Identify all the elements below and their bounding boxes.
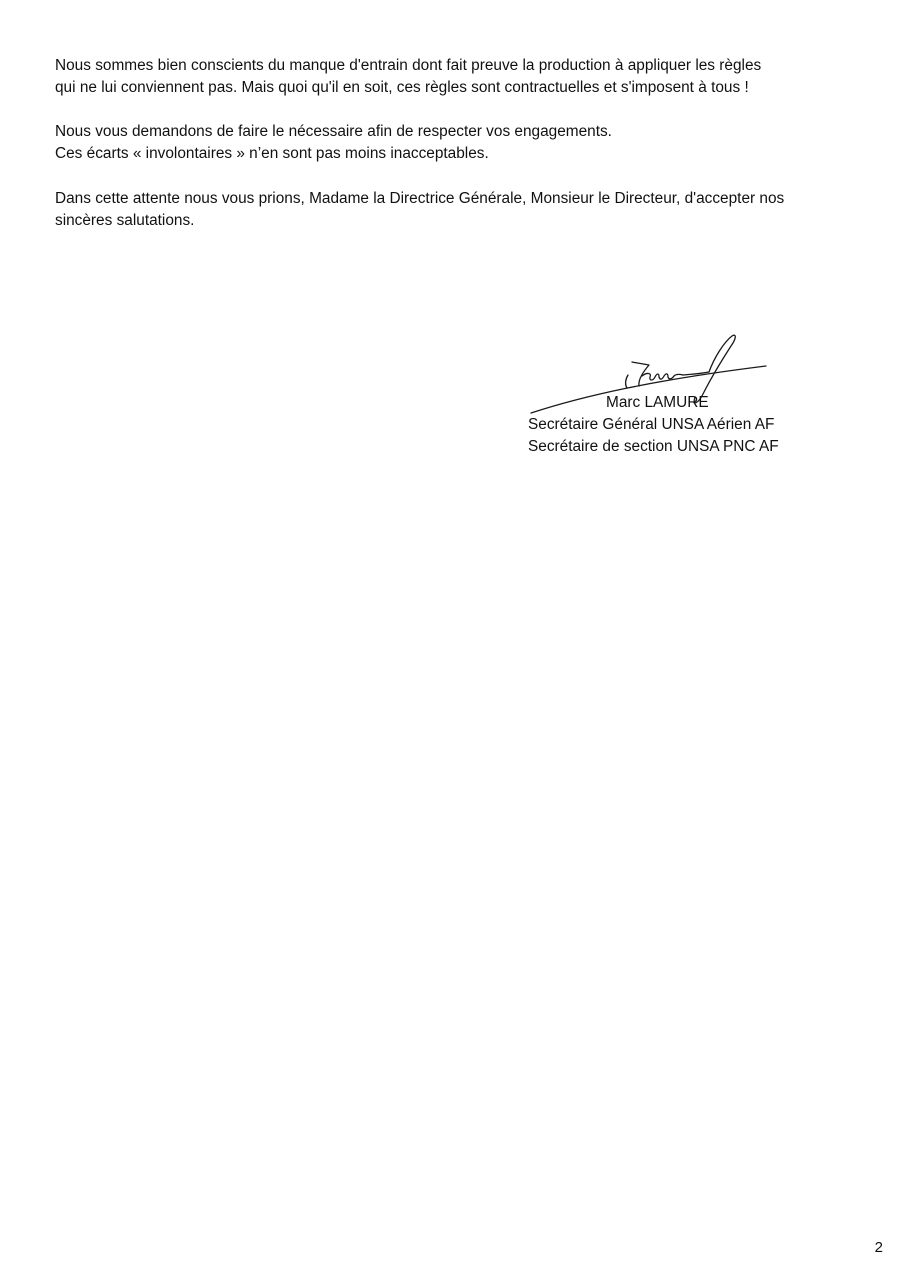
- signatory-name: Marc LAMURE: [606, 394, 709, 411]
- page-number: 2: [874, 1239, 883, 1256]
- signatory-title-1: Secrétaire Général UNSA Aérien AF: [528, 416, 775, 433]
- paragraph-3-line-1: Dans cette attente nous vous prions, Madame la Directrice Générale, Monsieur le Directeur, d'accepter nos: [55, 190, 785, 207]
- paragraph-2-line-1: Nous vous demandons de faire le nécessaire afin de respecter vos engagements.: [55, 123, 612, 140]
- paragraph-1-line-1: Nous sommes bien conscients du manque d'entrain dont fait preuve la production à appliquer les règles: [55, 57, 762, 74]
- signatory-title-2: Secrétaire de section UNSA PNC AF: [528, 438, 779, 455]
- paragraph-1-line-2: qui ne lui conviennent pas. Mais quoi qu'il en soit, ces règles sont contractuelles et s'imposent à tous !: [55, 79, 749, 96]
- paragraph-3-line-2: sincères salutations.: [55, 212, 195, 229]
- paragraph-2-line-2: Ces écarts « involontaires » n’en sont pas moins inacceptables.: [55, 145, 489, 162]
